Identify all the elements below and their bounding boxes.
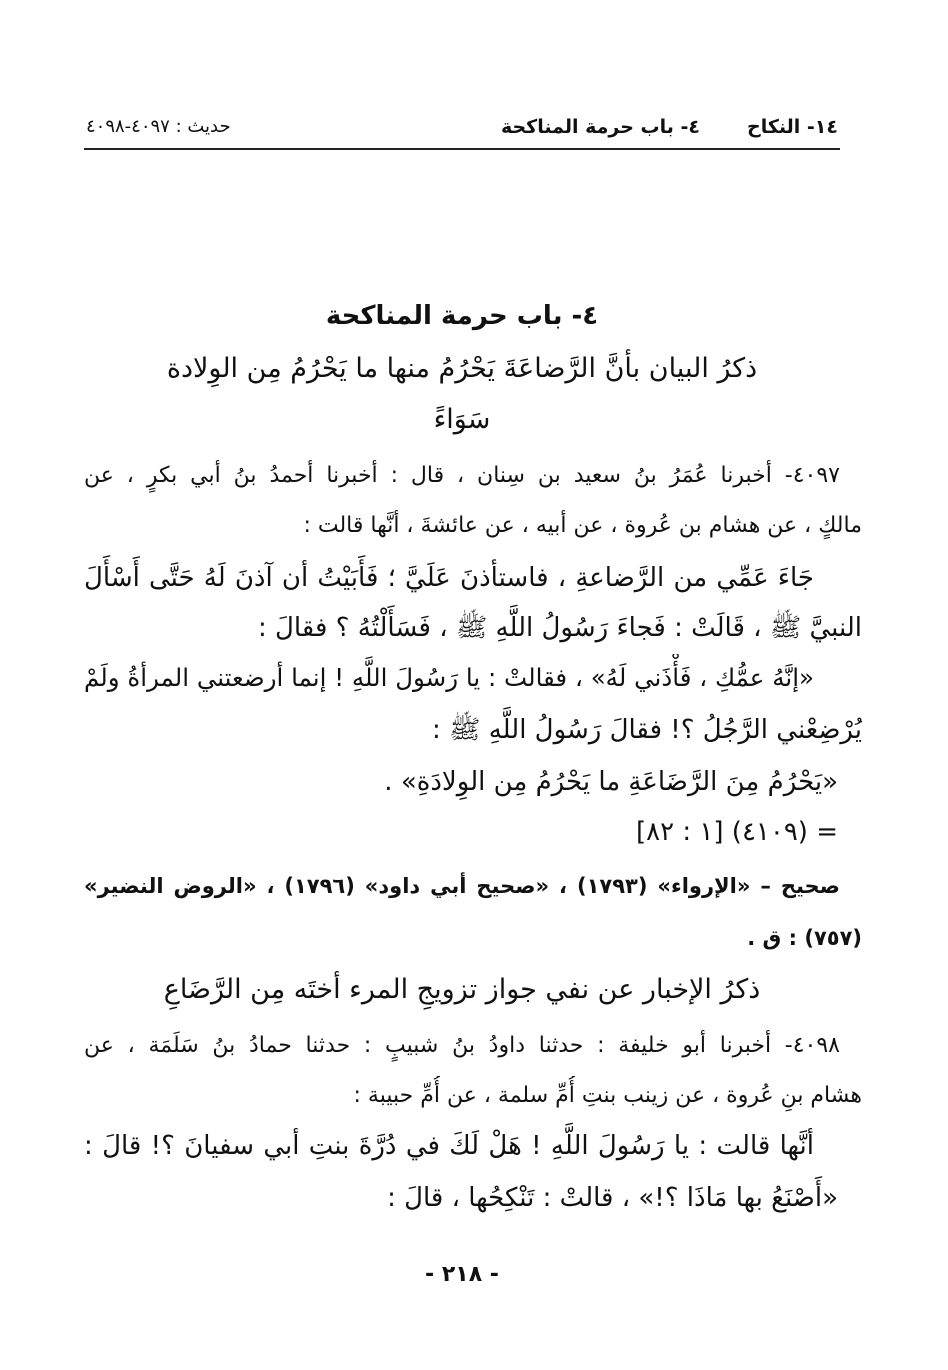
header-divider <box>84 148 840 150</box>
hadith-4097-matn-line-3: «إنَّهُ عمُّكِ ، فَأْذَني لَهُ» ، فقالتْ : يا رَسُولَ اللَّهِ ! إنما أرضعتني المرأةُ ولَمْ <box>84 663 814 692</box>
running-header-chapter: ٤- باب حرمة المناكحة <box>500 116 700 138</box>
hadith-4097-matn-line-1: جَاءَ عَمِّي من الرَّضاعةِ ، فاستأذنَ عَلَيَّ ؛ فَأَبَيْتُ أن آذنَ لَهُ حَتَّى أَسْأَلَ <box>84 563 814 593</box>
section-2-heading: ذكرُ الإخبار عن نفي جواز تزويجِ المرء أختَه مِن الرَّضَاعِ <box>163 974 761 1005</box>
hadith-4098-matn-line-2: «أَصْنَعُ بها مَاذَا ؟!» ، قالتْ : تَنْكِحُها ، قالَ : <box>387 1183 838 1213</box>
running-header-book: ١٤- النكاح <box>747 116 838 138</box>
hadith-4097-isnad-line-2: مالكٍ ، عن هشام بن عُروة ، عن أبيه ، عن عائشةَ ، أنَّها قالت : <box>303 513 862 538</box>
running-header-hadith-range: حديث : ٤٠٩٧-٤٠٩٨ <box>86 116 231 137</box>
hadith-4097-grading-line-1: صحيح – «الإرواء» (١٧٩٣) ، «صحيح أبي داود» (١٧٩٦) ، «الروض النضير» <box>84 874 840 898</box>
hadith-4097-cross-reference: = (٤١٠٩) [١ : ٨٢] <box>636 817 838 847</box>
section-heading-line-2: سَوَاءً <box>433 404 491 435</box>
section-heading-line-1: ذكرُ البيان بأنَّ الرَّضاعَةَ يَحْرُمُ منها ما يَحْرُمُ مِن الوِلادة <box>166 353 758 384</box>
chapter-title: ٤- باب حرمة المناكحة <box>325 301 599 331</box>
hadith-4097-grading-line-2: (٧٥٧) : ق . <box>747 926 862 950</box>
hadith-4097-matn-line-4: يُرْضِعْني الرَّجُلُ ؟! فقالَ رَسُولُ اللَّهِ ﷺ : <box>432 715 862 745</box>
hadith-4098-isnad-line-1: ٤٠٩٨- أخبرنا أبو خليفة : حدثنا داودُ بنُ شبيبٍ : حدثنا حمادُ بنُ سَلَمَة ، عن <box>84 1033 840 1058</box>
hadith-4098-matn-line-1: أنَّها قالت : يا رَسُولَ اللَّهِ ! هَلْ لَكَ في دُرَّةَ بنتِ أبي سفيانَ ؟! قالَ : <box>84 1131 814 1161</box>
hadith-4098-isnad-line-2: هشام بنِ عُروة ، عن زينب بنتِ أُمِّ سلمة ، عن أُمِّ حبيبة : <box>353 1083 862 1108</box>
hadith-4097-matn-line-5: «يَحْرُمُ مِنَ الرَّضَاعَةِ ما يَحْرُمُ مِن الوِلادَةِ» . <box>384 767 838 797</box>
hadith-4097-matn-line-2: النبيَّ ﷺ ، قَالَتْ : فَجاءَ رَسُولُ اللَّهِ ﷺ ، فَسَأَلْتُهُ ؟ فقالَ : <box>257 613 862 643</box>
page-number: - ٢١٨ - <box>425 1262 499 1287</box>
hadith-4097-isnad-line-1: ٤٠٩٧- أخبرنا عُمَرُ بنُ سعيد بن سِنان ، قال : أخبرنا أحمدُ بنُ أبي بكرٍ ، عن <box>84 463 840 488</box>
